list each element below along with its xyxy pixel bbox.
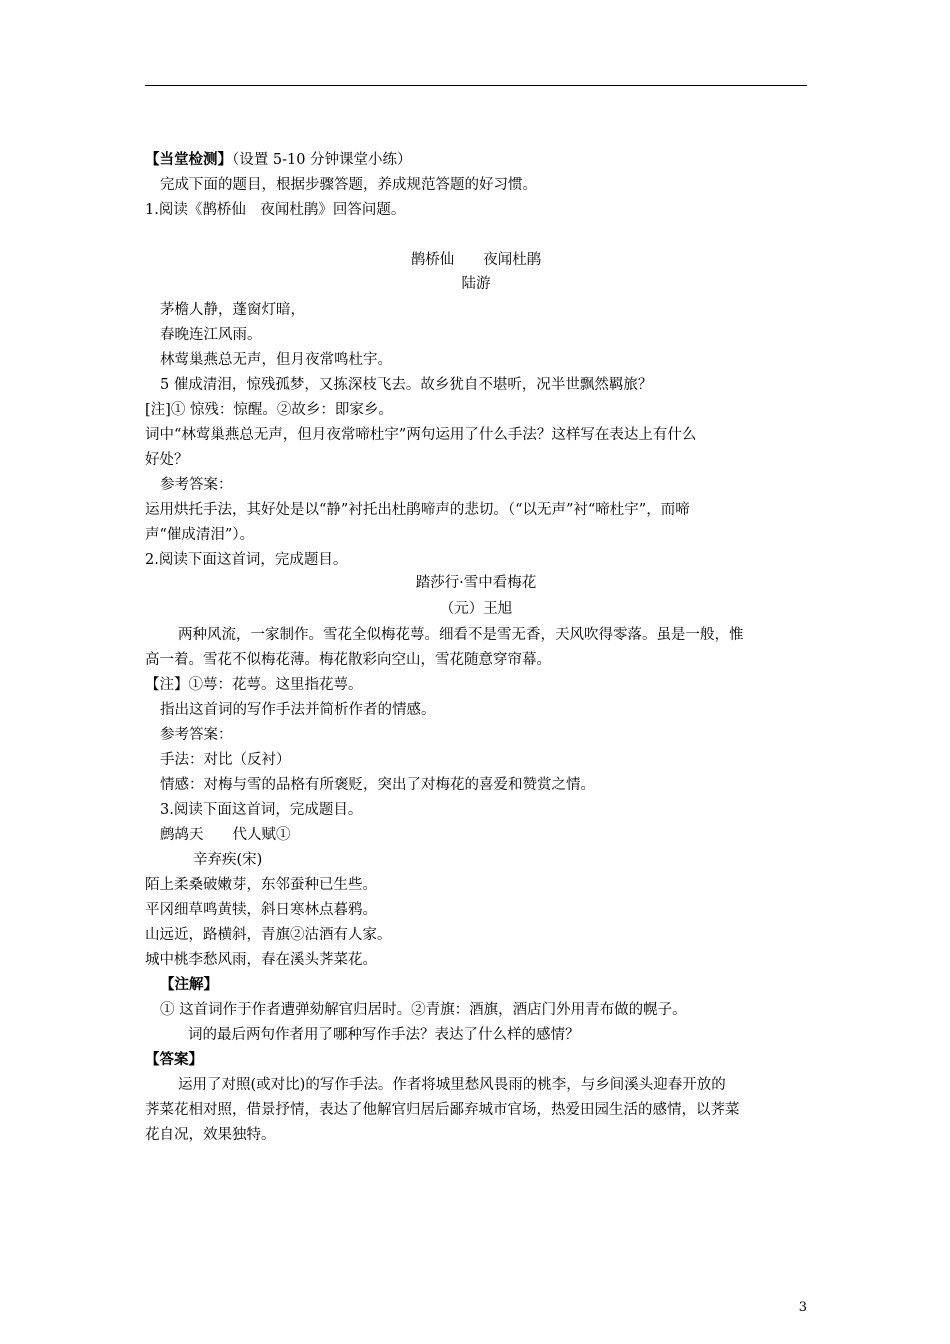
q1-answer-label: 参考答案：	[160, 477, 233, 493]
q2-note: 【注】①萼：花萼。这里指花萼。	[145, 677, 363, 693]
q1-answer-cont: 声“催成清泪”）。	[145, 527, 255, 543]
q3-poem-author: 辛弃疾(宋)	[193, 852, 263, 868]
q3-prompt: 3.阅读下面这首词，完成题目。	[160, 802, 363, 818]
q3-answer-cont: 花自况，效果独特。	[145, 1127, 276, 1143]
header-rule	[145, 85, 807, 86]
q2-question: 指出这首词的写作手法并简析作者的情感。	[160, 702, 436, 718]
q3-answer: 运用了对照(或对比)的写作手法。作者将城里愁风畏雨的桃李，与乡间溪头迎春开放的	[178, 1077, 726, 1093]
q1-poem-line: 林莺巢燕总无声，但月夜常鸣杜宇。	[160, 352, 392, 368]
q3-answer-label: 【答案】	[145, 1051, 203, 1068]
q2-emotion: 情感：对梅与雪的品格有所褒贬，突出了对梅花的喜爱和赞赏之情。	[160, 777, 595, 793]
q1-note: [注]① 惊残：惊醒。②故乡：即家乡。	[145, 402, 393, 418]
q2-poem-title: 踏莎行·雪中看梅花	[415, 575, 537, 591]
q2-poem: 两种风流，一家制作。雪花全似梅花萼。细看不是雪无香，天风吹得零落。虽是一般，惟	[178, 627, 744, 643]
q1-poem-author: 陆游	[461, 276, 491, 292]
section-note: （设置 5-10 分钟课堂小练）	[232, 152, 412, 168]
q1-prompt: 1.阅读《鹊桥仙 夜闻杜鹃》回答问题。	[145, 202, 406, 218]
q1-question-cont: 好处？	[145, 452, 189, 468]
section-label: 【当堂检测】	[145, 151, 232, 168]
q1-poem-title: 鹊桥仙 夜闻杜鹃	[410, 252, 542, 268]
q2-answer-label: 参考答案：	[160, 727, 233, 743]
q3-poem-line: 山远近，路横斜，青旗②沽酒有人家。	[145, 927, 392, 943]
q1-answer: 运用烘托手法，其好处是以“静”衬托出杜鹃啼声的悲切。（“以无声”衬“啼杜宇”，而啼	[145, 502, 690, 518]
q2-prompt: 2.阅读下面这首词，完成题目。	[145, 552, 348, 568]
q2-poem-author: （元）王旭	[439, 601, 513, 617]
q1-poem-line: 5 催成清泪，惊残孤梦，又拣深枝飞去。故乡犹自不堪听，况半世飘然羁旅？	[160, 377, 653, 393]
q3-poem-line: 陌上柔桑破嫩芽，东邻蚕种已生些。	[145, 877, 377, 893]
page-number: 3	[798, 1300, 807, 1315]
q3-note: ① 这首词作于作者遭弹劾解官归居时。②青旗：酒旗，酒店门外用青布做的幌子。	[160, 1002, 687, 1018]
q3-question: 词的最后两句作者用了哪种写作手法？表达了什么样的感情？	[188, 1027, 580, 1043]
q3-answer-cont: 荠菜花相对照，借景抒情，表达了他解官归居后鄙弃城市官场，热爱田园生活的感情，以荠菜	[145, 1102, 740, 1118]
q3-poem-line: 城中桃李愁风雨，春在溪头荠菜花。	[145, 952, 377, 968]
q3-poem-line: 平冈细草鸣黄犊，斜日寒林点暮鸦。	[145, 902, 377, 918]
q3-note-label: 【注解】	[160, 976, 218, 993]
q1-poem-line: 春晚连江风雨。	[160, 327, 262, 343]
q3-poem-title: 鹧鸪天 代人赋①	[160, 827, 291, 843]
q1-poem-line: 茅檐人静，蓬窗灯暗，	[160, 302, 305, 318]
q2-technique: 手法：对比（反衬）	[160, 752, 291, 768]
instruction: 完成下面的题目，根据步骤答题，养成规范答题的好习惯。	[160, 177, 537, 193]
q1-question: 词中“林莺巢燕总无声，但月夜常啼杜宇”两句运用了什么手法？这样写在表达上有什么	[145, 427, 697, 443]
q2-poem-cont: 高一着。雪花不似梅花薄。梅花散彩向空山，雪花随意穿帘幕。	[145, 652, 551, 668]
section-heading	[145, 150, 412, 170]
